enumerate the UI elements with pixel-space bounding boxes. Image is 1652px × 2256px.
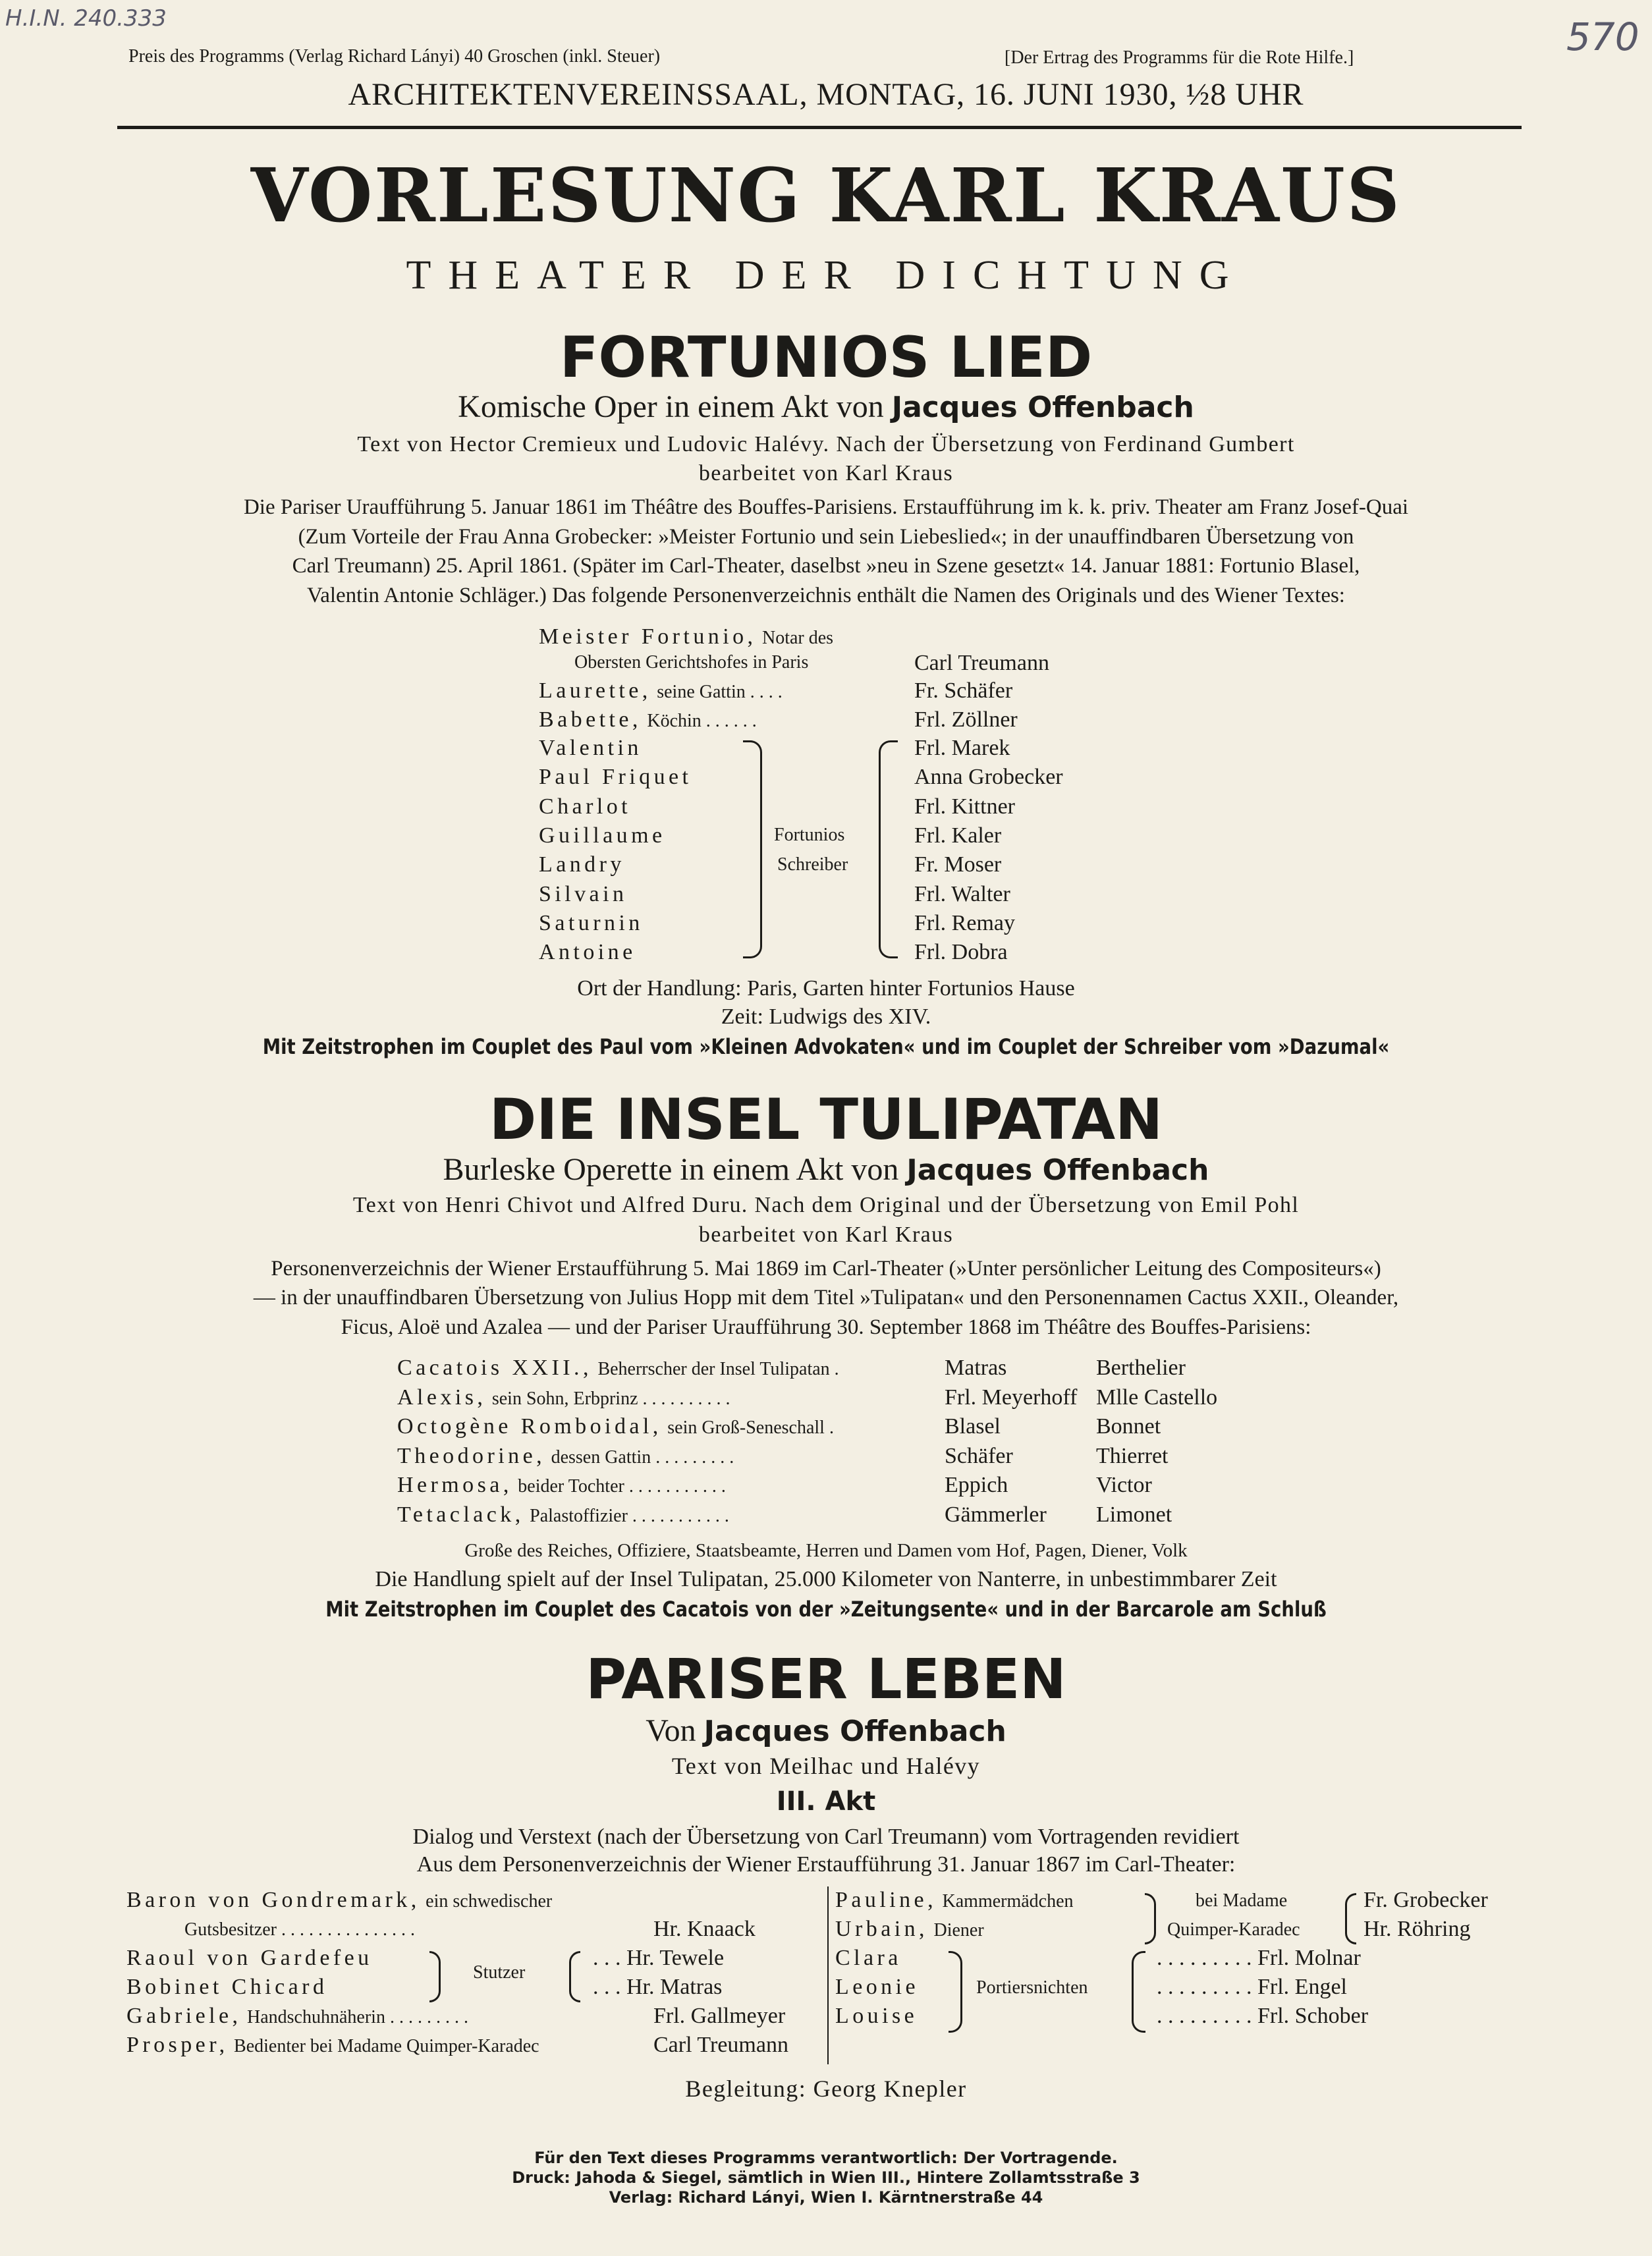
fortunio-text-credit: Text von Hector Cremieux und Ludovic Halévy. Nach der Übersetzung von Ferdinand Gumbert bbox=[357, 432, 1295, 456]
clerk-role: Landry bbox=[539, 852, 625, 877]
cast-vienna: Matras bbox=[945, 1356, 1007, 1380]
cast-louise: Louise bbox=[835, 2004, 918, 2028]
clerk-role: Charlot bbox=[539, 794, 632, 819]
cast-role: Meister Fortunio, bbox=[539, 624, 757, 649]
pariser-title: PARISER LEBEN bbox=[586, 1647, 1066, 1711]
cast-desc: Handschuhnäherin . . . . . . . . . bbox=[247, 2007, 468, 2027]
clerks-label-1: Fortunios bbox=[774, 825, 845, 845]
cast-alexis bbox=[397, 1385, 730, 1410]
cast-desc: Köchin . . . . . . bbox=[647, 711, 757, 731]
cast-raoul-actor: . . . Hr. Tewele bbox=[593, 1946, 725, 1970]
clerks-brace-left bbox=[743, 740, 762, 958]
venue-date: ARCHITEKTENVEREINSSAAL, MONTAG, 16. JUNI 1930, ½8 UHR bbox=[348, 77, 1304, 112]
stutzer-brace-left bbox=[429, 1951, 441, 2002]
footer-printer: Druck: Jahoda & Siegel, sämtlich in Wien III., Hintere Zollamtsstraße 3 bbox=[512, 2168, 1140, 2187]
cast-paris: Bonnet bbox=[1096, 1414, 1161, 1439]
archive-signature: H.I.N. 240.333 bbox=[5, 5, 167, 32]
cast-prosper bbox=[126, 2033, 539, 2058]
tulipatan-history-2: — in der unauffindbaren Übersetzung von Julius Hopp mit dem Titel »Tulipatan« und den Personennamen Cactus XXII., Oleander, bbox=[253, 1286, 1399, 1309]
portier-brace-right bbox=[1132, 1951, 1145, 2033]
fortunio-history-4: Valentin Antonie Schläger.) Das folgende Personenverzeichnis enthält die Namen des Originals und des Wiener Textes: bbox=[307, 584, 1345, 607]
clerks-label-2: Schreiber bbox=[777, 854, 848, 875]
portier-label: Portiersnichten bbox=[976, 1977, 1088, 1998]
stutzer-brace-right bbox=[569, 1951, 580, 2002]
cast-gabriele-actor: Frl. Gallmeyer bbox=[653, 2004, 786, 2028]
accompaniment: Begleitung: Georg Knepler bbox=[685, 2076, 967, 2102]
cast-gondremark bbox=[126, 1888, 552, 1913]
cast-babette bbox=[539, 707, 757, 732]
cast-hermosa bbox=[397, 1473, 726, 1498]
page-subtitle: THEATER DER DICHTUNG bbox=[406, 253, 1246, 298]
tulipatan-genre: Burleske Operette in einem Akt von bbox=[443, 1152, 899, 1187]
cast-desc: ein schwedischer bbox=[426, 1891, 553, 1912]
cast-clara-actor: . . . . . . . . . Frl. Molnar bbox=[1157, 1946, 1361, 1970]
cast-paris: Thierret bbox=[1096, 1444, 1169, 1468]
archive-page-number: 570 bbox=[1566, 14, 1639, 59]
column-divider bbox=[827, 1886, 829, 2064]
madame-label-2: Quimper-Karadec bbox=[1167, 1919, 1300, 1940]
pariser-dialog: Dialog und Verstext (nach der Übersetzung von Carl Treumann) vom Vortragenden revidiert bbox=[412, 1825, 1240, 1849]
cast-laurette-actor: Fr. Schäfer bbox=[914, 678, 1013, 703]
cast-babette-actor: Frl. Zöllner bbox=[914, 707, 1018, 732]
cast-louise-actor: . . . . . . . . . Frl. Schober bbox=[1157, 2004, 1369, 2028]
cast-paris: Mlle Castello bbox=[1096, 1385, 1218, 1410]
cast-vienna: Gämmerler bbox=[945, 1502, 1047, 1527]
pariser-by-line bbox=[0, 1713, 1652, 1749]
cast-bobinet: Bobinet Chicard bbox=[126, 1975, 328, 1999]
clerk-actor: Frl. Kittner bbox=[914, 794, 1015, 819]
fortunio-history-3: Carl Treumann) 25. April 1861. (Später im Carl-Theater, daselbst »neu in Szene gesetzt« 14. Januar 1881: Fortunio Blasel, bbox=[292, 554, 1360, 578]
madame-brace-right bbox=[1345, 1893, 1356, 1944]
cast-laurette bbox=[539, 678, 783, 703]
fortunio-genre-line bbox=[0, 389, 1652, 425]
cast-role: Hermosa, bbox=[397, 1473, 512, 1497]
madame-brace-left bbox=[1145, 1893, 1156, 1944]
cast-urbain-actor: Hr. Röhring bbox=[1363, 1917, 1471, 1941]
cast-paris: Victor bbox=[1096, 1473, 1152, 1497]
clerk-actor: Frl. Walter bbox=[914, 882, 1010, 906]
cast-theodorine bbox=[397, 1444, 734, 1469]
cast-role: Gabriele, bbox=[126, 2004, 242, 2028]
cast-role: Alexis, bbox=[397, 1385, 487, 1410]
clerk-role: Antoine bbox=[539, 940, 636, 964]
tulipatan-genre-line bbox=[0, 1151, 1652, 1188]
cast-role: Theodorine, bbox=[397, 1444, 546, 1468]
cast-fortunio bbox=[539, 624, 833, 649]
cast-role: Pauline, bbox=[835, 1888, 937, 1912]
cast-bobinet-actor: . . . Hr. Matras bbox=[593, 1975, 723, 1999]
clerk-role: Silvain bbox=[539, 882, 628, 906]
fortunio-genre: Komische Oper in einem Akt von bbox=[458, 389, 884, 424]
cast-clara: Clara bbox=[835, 1946, 902, 1970]
cast-fortunio-desc2: Obersten Gerichtshofes in Paris bbox=[574, 652, 809, 673]
cast-raoul: Raoul von Gardefeu bbox=[126, 1946, 373, 1970]
cast-prosper-actor: Carl Treumann bbox=[653, 2033, 788, 2057]
cast-role: Babette, bbox=[539, 707, 642, 732]
cast-desc: beider Tochter . . . . . . . . . . . bbox=[518, 1476, 726, 1497]
clerk-actor: Fr. Moser bbox=[914, 852, 1002, 877]
pariser-composer: Jacques Offenbach bbox=[703, 1715, 1006, 1748]
cast-pauline-actor: Fr. Grobecker bbox=[1363, 1888, 1488, 1912]
cast-desc: Beherrscher der Insel Tulipatan . bbox=[597, 1359, 839, 1379]
cast-cacatois bbox=[397, 1356, 839, 1381]
cast-gabriele bbox=[126, 2004, 468, 2029]
pariser-act: III. Akt bbox=[776, 1786, 876, 1817]
cast-desc: Kammermädchen bbox=[942, 1891, 1074, 1912]
cast-octogene bbox=[397, 1414, 834, 1439]
cast-desc: Bedienter bei Madame Quimper-Karadec bbox=[234, 2036, 539, 2056]
tulipatan-text-credit: Text von Henri Chivot und Alfred Duru. Nach dem Original und der Übersetzung von Emil Pohl bbox=[352, 1193, 1300, 1217]
clerk-actor: Frl. Dobra bbox=[914, 940, 1008, 964]
madame-label-1: bei Madame bbox=[1196, 1890, 1288, 1911]
fortunio-title: FORTUNIOS LIED bbox=[559, 325, 1093, 391]
tulipatan-history-1: Personenverzeichnis der Wiener Erstaufführung 5. Mai 1869 im Carl-Theater (»Unter persönlicher Leitung des Compositeurs«) bbox=[271, 1257, 1381, 1280]
fortunio-note: Mit Zeitstrophen im Couplet des Paul vom »Kleinen Advokaten« und im Couplet der Schreiber vom »Dazumal« bbox=[262, 1034, 1390, 1059]
tulipatan-extras: Große des Reiches, Offiziere, Staatsbeamte, Herren und Damen vom Hof, Pagen, Diener, Volk bbox=[464, 1540, 1188, 1561]
clerk-actor: Frl. Marek bbox=[914, 736, 1010, 760]
pariser-by: Von bbox=[646, 1713, 696, 1748]
cast-desc: Notar des bbox=[761, 628, 834, 648]
tulipatan-place: Die Handlung spielt auf der Insel Tulipatan, 25.000 Kilometer von Nanterre, in unbestimmbarer Zeit bbox=[375, 1567, 1277, 1591]
cast-urbain bbox=[835, 1917, 984, 1942]
cast-desc: Diener bbox=[933, 1920, 984, 1940]
cast-vienna: Eppich bbox=[945, 1473, 1008, 1497]
cast-vienna: Schäfer bbox=[945, 1444, 1013, 1468]
fortunio-history-2: (Zum Vorteile der Frau Anna Grobecker: »Meister Fortunio und sein Liebeslied«; in der unauffindbaren Übersetzung von bbox=[298, 525, 1354, 549]
cast-desc: dessen Gattin . . . . . . . . . bbox=[551, 1447, 734, 1468]
cast-pauline bbox=[835, 1888, 1074, 1913]
footer-publisher: Verlag: Richard Lányi, Wien I. Kärntnerstraße 44 bbox=[609, 2188, 1043, 2207]
cast-role: Baron von Gondremark, bbox=[126, 1888, 420, 1912]
cast-role: Laurette, bbox=[539, 678, 651, 703]
stutzer-label: Stutzer bbox=[473, 1962, 526, 1983]
portier-brace-left bbox=[949, 1951, 962, 2033]
cast-paris: Limonet bbox=[1096, 1502, 1172, 1527]
cast-gondremark-desc2: Gutsbesitzer . . . . . . . . . . . . . . . bbox=[184, 1919, 415, 1940]
proceeds-note: [Der Ertrag des Programms für die Rote Hilfe.] bbox=[1005, 47, 1354, 68]
price-note: Preis des Programms (Verlag Richard Lányi) 40 Groschen (inkl. Steuer) bbox=[128, 46, 661, 67]
pariser-source: Aus dem Personenverzeichnis der Wiener Erstaufführung 31. Januar 1867 im Carl-Theater: bbox=[416, 1852, 1236, 1877]
footer-responsible: Für den Text dieses Programms verantwortlich: Der Vortragende. bbox=[534, 2149, 1118, 2167]
cast-role: Cacatois XXII., bbox=[397, 1356, 592, 1380]
clerk-role: Paul Friquet bbox=[539, 765, 692, 789]
header-rule bbox=[117, 126, 1522, 129]
clerk-role: Saturnin bbox=[539, 911, 644, 935]
cast-role: Octogène Romboidal, bbox=[397, 1414, 662, 1439]
fortunio-time: Zeit: Ludwigs des XIV. bbox=[721, 1004, 931, 1029]
clerk-actor: Frl. Kaler bbox=[914, 823, 1002, 848]
tulipatan-note: Mit Zeitstrophen im Couplet des Cacatois von der »Zeitungsente« und in der Barcarole am Schluß bbox=[325, 1597, 1327, 1622]
clerk-actor: Frl. Remay bbox=[914, 911, 1015, 935]
pariser-text-credit: Text von Meilhac und Halévy bbox=[671, 1753, 981, 1779]
cast-leonie: Leonie bbox=[835, 1975, 920, 1999]
tulipatan-arranged: bearbeitet von Karl Kraus bbox=[698, 1223, 954, 1247]
clerk-actor: Anna Grobecker bbox=[914, 765, 1063, 789]
clerk-role: Valentin bbox=[539, 736, 642, 760]
tulipatan-title: DIE INSEL TULIPATAN bbox=[489, 1087, 1163, 1153]
fortunio-composer: Jacques Offenbach bbox=[891, 391, 1194, 424]
cast-desc: sein Sohn, Erbprinz . . . . . . . . . . bbox=[491, 1389, 730, 1409]
cast-desc: seine Gattin . . . . bbox=[657, 682, 783, 702]
cast-tetaclack bbox=[397, 1502, 729, 1527]
cast-desc: sein Groß-Seneschall . bbox=[667, 1417, 834, 1438]
page-title: VORLESUNG KARL KRAUS bbox=[250, 153, 1402, 239]
clerk-role: Guillaume bbox=[539, 823, 666, 848]
clerks-brace-right bbox=[879, 740, 898, 958]
tulipatan-composer: Jacques Offenbach bbox=[906, 1153, 1209, 1187]
fortunio-history-1: Die Pariser Uraufführung 5. Januar 1861 im Théâtre des Bouffes-Parisiens. Erstaufführung im k. k. priv. Theater am Franz Josef-Quai bbox=[243, 495, 1409, 519]
cast-gondremark-actor: Hr. Knaack bbox=[653, 1917, 756, 1941]
cast-fortunio-actor: Carl Treumann bbox=[914, 651, 1049, 675]
cast-role: Urbain, bbox=[835, 1917, 928, 1941]
cast-paris: Berthelier bbox=[1096, 1356, 1186, 1380]
cast-role: Prosper, bbox=[126, 2033, 229, 2057]
fortunio-arranged: bearbeitet von Karl Kraus bbox=[698, 461, 954, 485]
cast-desc: Palastoffizier . . . . . . . . . . . bbox=[530, 1506, 729, 1526]
fortunio-place: Ort der Handlung: Paris, Garten hinter Fortunios Hause bbox=[577, 976, 1075, 1001]
cast-vienna: Frl. Meyerhoff bbox=[945, 1385, 1078, 1410]
cast-role: Tetaclack, bbox=[397, 1502, 524, 1527]
cast-vienna: Blasel bbox=[945, 1414, 1001, 1439]
tulipatan-history-3: Ficus, Aloë und Azalea — und der Pariser Uraufführung 30. September 1868 im Théâtre des Bouffes-Parisiens: bbox=[341, 1315, 1311, 1339]
cast-leonie-actor: . . . . . . . . . Frl. Engel bbox=[1157, 1975, 1347, 1999]
